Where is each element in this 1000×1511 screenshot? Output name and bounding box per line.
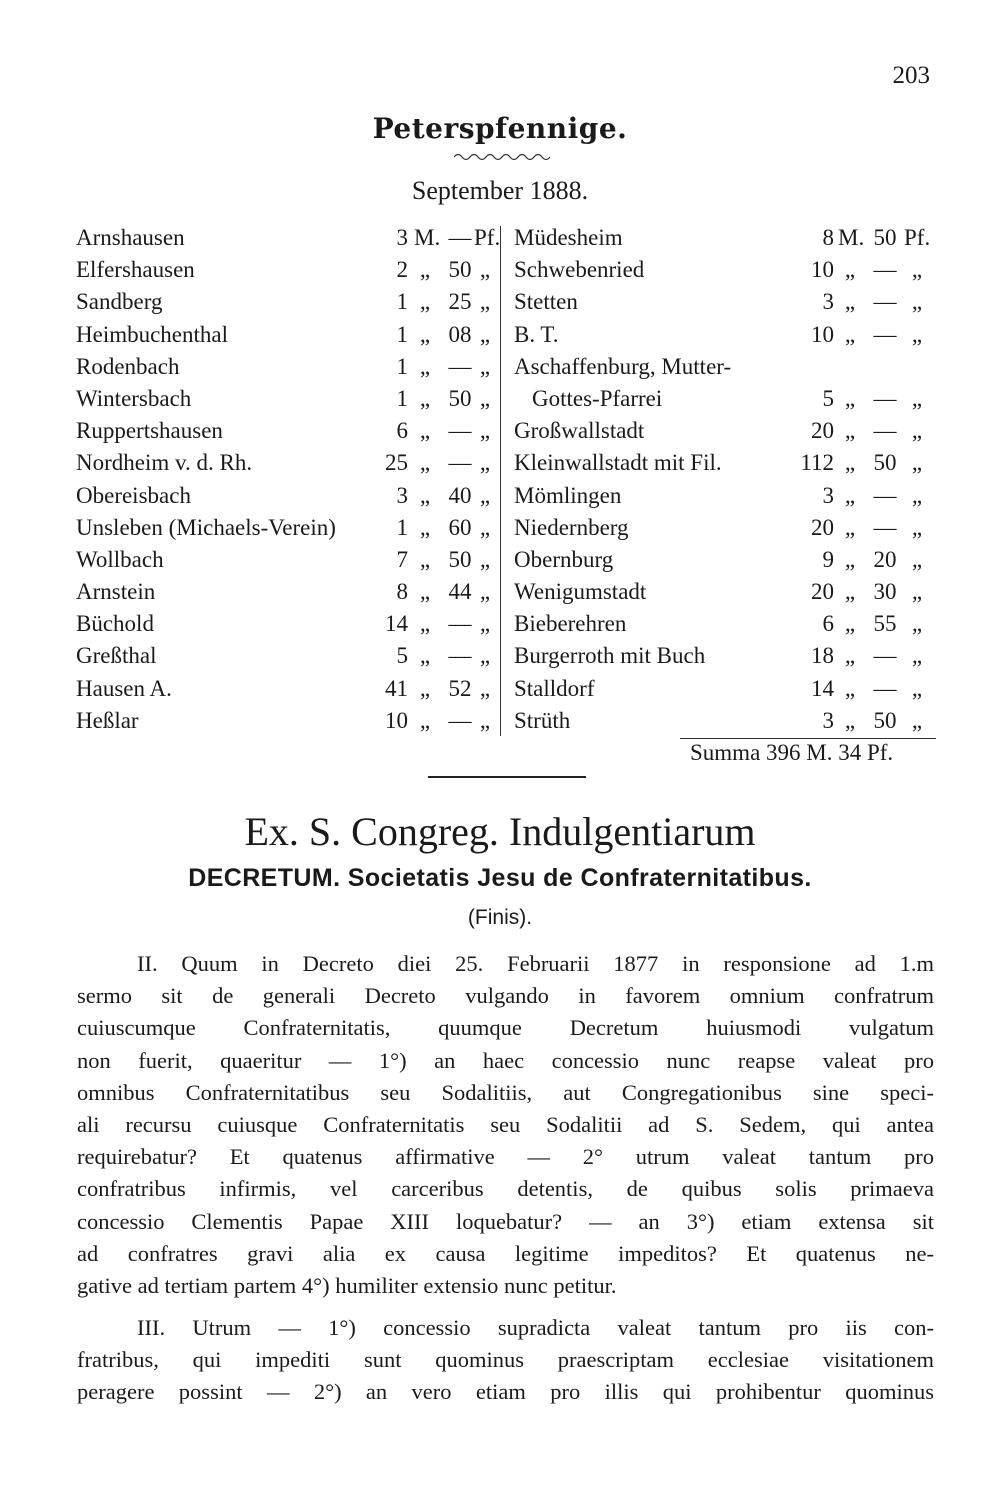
list-item (514, 673, 938, 705)
amount-pfennig: — (873, 514, 897, 540)
unit-pfennig: „ (911, 321, 923, 347)
amount-pfennig: — (873, 482, 897, 508)
place-name: Kleinwallstadt mit Fil. (514, 450, 722, 476)
text-line: sermo sit de generali Decreto vulgando in favorem omnium confratrum (77, 983, 934, 1009)
place-name: Bieberehren (514, 611, 627, 637)
text-line: requirebatur? Et quatenus affirmative — 2° utrum valeat tantum pro (77, 1144, 934, 1170)
unit-marks: „ (419, 611, 431, 637)
text-line: non fuerit, quaeritur — 1°) an haec concessio nunc reapse valeat pro (77, 1047, 934, 1073)
place-name: Heimbuchenthal (76, 321, 229, 347)
amount-pfennig: 08 (448, 321, 472, 347)
unit-pfennig: „ (911, 514, 923, 540)
list-item (514, 286, 938, 318)
donation-list-left (76, 222, 501, 737)
amount-pfennig: — (873, 643, 897, 669)
unit-pfennig: „ (479, 289, 491, 315)
unit-marks: „ (844, 579, 856, 605)
text-line: II. Quum in Decreto diei 25. Februarii 1877 in responsione ad 1.m (137, 951, 934, 976)
unit-marks: M. (838, 225, 865, 250)
place-name: Rodenbach (76, 353, 180, 379)
list-item (514, 222, 938, 254)
text-line: cuiuscumque Confraternitatis, quumque Decretum huiusmodi vulgatum (77, 1015, 934, 1041)
amount-pfennig: — (448, 353, 472, 379)
place-name: Burgerroth mit Buch (514, 643, 706, 669)
amount-pfennig: 50 (873, 225, 897, 250)
amount-marks: 1 (396, 321, 408, 347)
amount-pfennig: — (448, 611, 472, 637)
paragraph-gap (77, 1302, 934, 1312)
unit-marks: „ (844, 385, 856, 411)
unit-pfennig: Pf. (904, 225, 931, 250)
unit-pfennig: „ (479, 450, 491, 476)
page-number: 203 (892, 62, 930, 89)
wavy-ornament-icon (454, 152, 550, 162)
text-line: ali recursu cuiusque Confraternitatis seu Sodalitii ad S. Sedem, qui antea (77, 1111, 934, 1137)
amount-pfennig: 50 (873, 707, 897, 733)
unit-marks: „ (419, 514, 431, 540)
unit-pfennig: „ (911, 579, 923, 605)
amount-pfennig: 52 (448, 675, 472, 701)
unit-pfennig: „ (911, 385, 923, 411)
amount-pfennig: — (873, 321, 897, 347)
amount-pfennig: — (873, 418, 897, 444)
amount-pfennig: 50 (448, 546, 472, 572)
place-name: Stalldorf (514, 675, 595, 701)
amount-marks: 14 (811, 675, 834, 701)
place-name: Obereisbach (76, 482, 191, 508)
unit-pfennig: „ (479, 643, 491, 669)
text-line: ad confratres gravi alia ex causa legitime impeditos? Et quatenus ne- (77, 1240, 934, 1266)
unit-marks: „ (844, 675, 856, 701)
unit-pfennig: „ (479, 482, 491, 508)
list-item (514, 705, 938, 737)
unit-marks: M. (414, 225, 441, 250)
sum-rule (680, 738, 936, 739)
unit-pfennig: Pf. (474, 225, 501, 250)
amount-marks: 8 (396, 579, 408, 605)
unit-marks: „ (844, 611, 856, 637)
unit-marks: „ (844, 257, 856, 283)
text-line: peragere possint — 2°) an vero etiam pro illis qui prohibentur quominus (77, 1379, 934, 1405)
amount-marks: 6 (396, 418, 408, 444)
amount-pfennig: — (448, 643, 472, 669)
place-name: B. T. (514, 321, 559, 347)
unit-pfennig: „ (911, 611, 923, 637)
unit-marks: „ (419, 546, 431, 572)
place-name: Unsleben (Michaels-Verein) (76, 514, 336, 540)
unit-pfennig: „ (479, 707, 491, 733)
place-name: Aschaffenburg, Mutter- (514, 353, 732, 379)
amount-pfennig: — (873, 257, 897, 283)
list-item (76, 286, 491, 318)
amount-marks: 10 (811, 321, 834, 347)
unit-marks: „ (419, 353, 431, 379)
amount-marks: 3 (396, 225, 408, 250)
unit-pfennig: „ (479, 353, 491, 379)
list-item (76, 673, 491, 705)
decree-subheading: DECRETUM. Societatis Jesu de Confraternitatibus. (188, 864, 812, 892)
amount-marks: 3 (396, 482, 408, 508)
list-item (514, 512, 938, 544)
place-name: Mömlingen (514, 482, 622, 508)
text-line: omnibus Confraternitatibus seu Sodalitiis, aut Congregationibus sine speci- (77, 1079, 934, 1105)
unit-pfennig: „ (911, 707, 923, 733)
list-item (514, 254, 938, 286)
list-item (514, 415, 938, 447)
amount-pfennig: — (448, 225, 472, 250)
unit-marks: „ (844, 546, 856, 572)
amount-marks: 3 (822, 289, 834, 315)
amount-pfennig: — (448, 450, 472, 476)
unit-marks: „ (844, 643, 856, 669)
text-line: III. Utrum — 1°) concessio supradicta valeat tantum pro iis con- (137, 1315, 934, 1341)
amount-pfennig: — (448, 707, 472, 733)
list-item (76, 512, 491, 544)
list-item (76, 447, 491, 479)
section-title: Peterspfennige. (372, 112, 628, 145)
amount-marks: 3 (822, 482, 834, 508)
place-name: Arnstein (76, 579, 156, 605)
unit-pfennig: „ (911, 450, 923, 476)
text-line: fratribus, qui impediti sunt quominus praescriptam ecclesiae visitationem (77, 1347, 934, 1373)
list-item (514, 544, 938, 576)
amount-marks: 41 (385, 675, 408, 701)
place-name: Strüth (514, 707, 571, 733)
place-name: Ruppertshausen (76, 418, 223, 444)
amount-pfennig: 25 (448, 289, 472, 315)
amount-marks: 1 (396, 289, 408, 315)
amount-pfennig: — (873, 289, 897, 315)
list-item (514, 319, 938, 351)
list-item (76, 415, 491, 447)
amount-marks: 10 (385, 707, 408, 733)
amount-pfennig: — (448, 418, 472, 444)
unit-marks: „ (419, 643, 431, 669)
list-item (514, 640, 938, 672)
amount-marks: 18 (811, 643, 834, 669)
amount-marks: 14 (385, 611, 408, 637)
unit-pfennig: „ (479, 611, 491, 637)
amount-marks: 9 (822, 546, 834, 572)
unit-pfennig: „ (479, 321, 491, 347)
place-name: Greßthal (76, 643, 157, 669)
amount-marks: 112 (800, 450, 834, 476)
unit-marks: „ (844, 418, 856, 444)
text-line: gative ad tertiam partem 4°) humiliter extensio nunc petitur. (77, 1272, 617, 1298)
amount-marks: 5 (822, 385, 834, 411)
unit-pfennig: „ (911, 546, 923, 572)
list-item (76, 576, 491, 608)
unit-marks: „ (844, 450, 856, 476)
list-item (76, 640, 491, 672)
unit-pfennig: „ (911, 257, 923, 283)
unit-marks: „ (419, 385, 431, 411)
month-heading: September 1888. (411, 176, 589, 205)
place-name: Büchold (76, 611, 154, 637)
list-item (76, 383, 491, 415)
list-item (514, 576, 938, 608)
column-divider (500, 226, 501, 736)
amount-marks: 2 (396, 257, 408, 283)
list-item (514, 351, 938, 383)
amount-pfennig: 50 (448, 257, 472, 283)
unit-marks: „ (419, 482, 431, 508)
amount-pfennig: 55 (873, 611, 897, 637)
place-name: Wenigumstadt (514, 579, 647, 605)
amount-marks: 25 (385, 450, 408, 476)
unit-pfennig: „ (479, 675, 491, 701)
section-separator (428, 776, 586, 778)
unit-pfennig: „ (479, 579, 491, 605)
amount-pfennig: 20 (873, 546, 897, 572)
list-item (76, 544, 491, 576)
unit-pfennig: „ (479, 385, 491, 411)
list-item (514, 383, 938, 415)
amount-marks: 6 (822, 611, 834, 637)
place-name: Obernburg (514, 546, 614, 572)
place-name: Wintersbach (76, 385, 192, 411)
amount-marks: 3 (822, 707, 834, 733)
unit-marks: „ (844, 321, 856, 347)
text-line: confratribus infirmis, vel carceribus detentis, de quibus solis primaeva (77, 1176, 934, 1202)
unit-pfennig: „ (479, 257, 491, 283)
place-name: Müdesheim (514, 225, 623, 250)
decree-heading: Ex. S. Congreg. Indulgentiarum (244, 809, 756, 854)
unit-pfennig: „ (479, 418, 491, 444)
amount-pfennig: 30 (873, 579, 897, 605)
amount-pfennig: — (873, 385, 897, 411)
place-name: Niedernberg (514, 514, 629, 540)
place-name: Hausen A. (76, 675, 172, 701)
amount-marks: 8 (822, 225, 834, 250)
list-item (76, 608, 491, 640)
unit-pfennig: „ (479, 514, 491, 540)
text-line: concessio Clementis Papae XIII loquebatur? — an 3°) etiam extensa sit (77, 1208, 934, 1234)
unit-pfennig: „ (911, 675, 923, 701)
amount-marks: 20 (811, 579, 834, 605)
amount-pfennig: — (873, 675, 897, 701)
list-item (76, 319, 491, 351)
unit-marks: „ (419, 418, 431, 444)
unit-marks: „ (419, 707, 431, 733)
place-name: Großwallstadt (514, 418, 645, 444)
unit-marks: „ (419, 579, 431, 605)
unit-pfennig: „ (911, 289, 923, 315)
donation-list-right (514, 222, 938, 737)
unit-marks: „ (844, 289, 856, 315)
sum-total: Summa 396 M. 34 Pf. (690, 740, 894, 765)
list-item (76, 222, 501, 254)
place-name: Heßlar (76, 707, 139, 733)
place-name: Stetten (514, 289, 578, 315)
place-name: Sandberg (76, 289, 163, 315)
list-item (76, 254, 491, 286)
unit-pfennig: „ (911, 643, 923, 669)
decree-note: (Finis). (467, 906, 533, 929)
amount-pfennig: 44 (448, 579, 472, 605)
unit-marks: „ (419, 321, 431, 347)
amount-marks: 20 (811, 514, 834, 540)
place-name: Nordheim v. d. Rh. (76, 450, 253, 476)
list-item (514, 447, 938, 479)
unit-pfennig: „ (479, 546, 491, 572)
list-item (76, 351, 491, 383)
unit-pfennig: „ (911, 482, 923, 508)
place-name: Wollbach (76, 546, 164, 572)
unit-marks: „ (419, 675, 431, 701)
place-name: Elfershausen (76, 257, 195, 283)
amount-marks: 20 (811, 418, 834, 444)
unit-marks: „ (419, 450, 431, 476)
unit-marks: „ (844, 707, 856, 733)
amount-pfennig: 50 (448, 385, 472, 411)
amount-marks: 7 (396, 546, 408, 572)
amount-marks: 1 (396, 353, 408, 379)
list-item (514, 480, 938, 512)
amount-pfennig: 60 (448, 514, 472, 540)
unit-marks: „ (844, 482, 856, 508)
list-item (76, 480, 491, 512)
amount-marks: 5 (396, 643, 408, 669)
unit-marks: „ (419, 257, 431, 283)
place-name: Gottes-Pfarrei (532, 385, 663, 411)
amount-pfennig: 40 (448, 482, 472, 508)
decree-body (77, 948, 934, 1409)
place-name: Schwebenried (514, 257, 645, 283)
amount-marks: 1 (396, 514, 408, 540)
amount-marks: 1 (396, 385, 408, 411)
unit-marks: „ (844, 514, 856, 540)
unit-pfennig: „ (911, 418, 923, 444)
list-item (76, 705, 491, 737)
place-name: Arnshausen (76, 225, 185, 250)
amount-marks: 10 (811, 257, 834, 283)
amount-pfennig: 50 (873, 450, 897, 476)
list-item (514, 608, 938, 640)
unit-marks: „ (419, 289, 431, 315)
